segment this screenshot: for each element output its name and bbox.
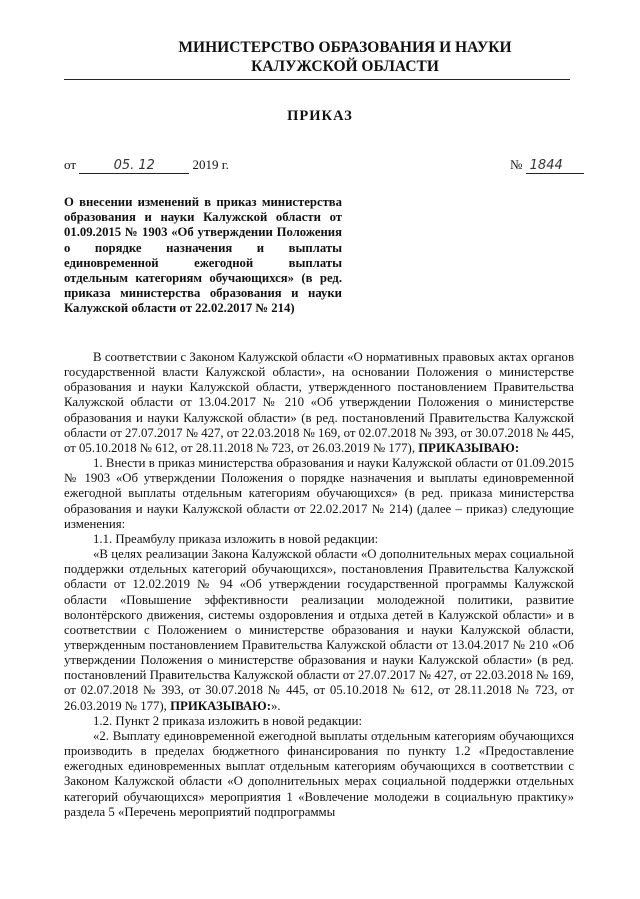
item-1-2: 1.2. Пункт 2 приказа изложить в новой редакции: (93, 713, 363, 728)
item-1-1-order-keyword: ПРИКАЗЫВАЮ: (170, 698, 271, 713)
ministry-name-line2: КАЛУЖСКОЙ ОБЛАСТИ (251, 58, 439, 75)
date-year: 2019 г. (192, 157, 229, 172)
item-1-2-text: «2. Выплату единовременной ежегодной выплаты отдельным категориям обучающихся производить в пределах бюджетного финансирования по пункту 1.2 «Предоставление ежегодных единовременных выплат отдельным категориям обучающихся в соответствии с Законом Калужской области «О дополнительных мерах социальной поддержки отдельных категорий обучающихся» мероприятия 1 «Вовлечение молодежи в социальную практику» раздела 5 «Перечень мероприятий подпрограммы (64, 728, 574, 819)
preamble-text: В соответствии с Законом Калужской области «О нормативных правовых актах органов государственной власти Калужской области», на основании Положения о министерстве образования и науки Калужской области, утвержденного постановлением Правительства Калужской области от 13.04.2017 № 210 «Об утверждении Положения о министерстве образования и науки Калужской области» (в ред. постановлений Правительства Калужской области от 27.07.2017 № 427, от 22.03.2018 № 169, от 02.07.2018 № 393, от 30.07.2018 № 445, от 05.10.2018 № 612, от 28.11.2018 № 723, от 26.03.2019 № 177), (64, 350, 575, 455)
order-number (510, 157, 584, 174)
number-sign: № (510, 157, 523, 172)
order-body (64, 350, 574, 820)
date-prefix: от (64, 157, 77, 172)
order-date (64, 157, 229, 174)
preamble-paragraph (64, 350, 574, 456)
order-keyword: ПРИКАЗЫВАЮ: (418, 440, 520, 455)
item-1-1-text (64, 547, 574, 714)
order-subject: О внесении изменений в приказ министерства образования и науки Калужской области от 01.09.2015 № 1903 «Об утверждении Положения о порядке назначения и выплаты единовременной ежегодной выплаты отдельным категориям обучающихся» (в ред. приказа министерства образования и науки Калужской области от 22.02.2017 № 214) (64, 195, 342, 316)
number-handwritten: 1844 (526, 159, 584, 174)
item-1-1: 1.1. Преамбулу приказа изложить в новой редакции: (93, 531, 379, 546)
item-1: 1. Внести в приказ министерства образования и науки Калужской области от 01.09.2015 № 1903 «Об утверждении Положения о порядке назначения и выплаты единовременной ежегодной выплаты отдельным категориям обучающихся» (в ред. приказа министерства образования и науки Калужской области от 22.02.2017 № 214) (далее – приказ) следующие изменения: (64, 456, 574, 531)
ministry-name-line1: МИНИСТЕРСТВО ОБРАЗОВАНИЯ И НАУКИ (178, 39, 512, 56)
document-type-title: ПРИКАЗ (287, 108, 353, 124)
item-1-1-end: ». (270, 698, 281, 713)
ministry-header (130, 38, 560, 76)
date-handwritten: 05. 12 (79, 159, 189, 174)
item-1-1-body: «В целях реализации Закона Калужской области «О дополнительных мерах социальной поддержки отдельных категорий обучающихся», постановления Правительства Калужской области от 12.02.2019 № 94 «Об утверждении государственной программы Калужской области «Повышение эффективности реализации молодежной политики, развитие волонтёрского движения, системы оздоровления и отдыха детей в Калужской области» и в соответствии с Положением о министерстве образования и науки Калужской области, утвержденным постановлением Правительства Калужской области от 13.04.2017 № 210 «Об утверждении Положения о министерстве образования и науки Калужской области» (в ред. постановлений Правительства Калужской области от 27.07.2017 № 427, от 22.03.2018 № 169, от 02.07.2018 № 393, от 30.07.2018 № 445, от 05.10.2018 № 612, от 28.11.2018 № 723, от 26.03.2019 № 177), (64, 547, 574, 713)
header-divider (64, 79, 570, 80)
